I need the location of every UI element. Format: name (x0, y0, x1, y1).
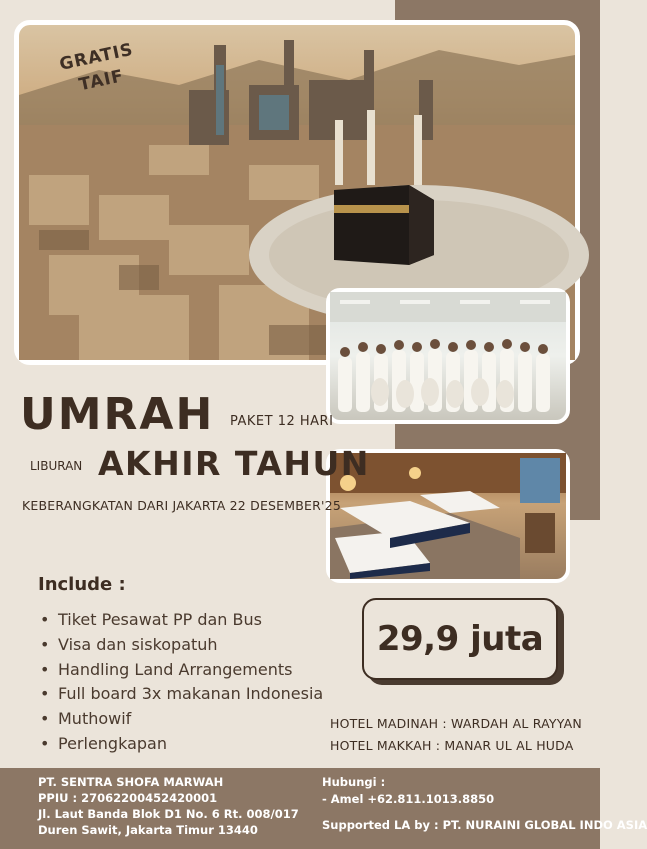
price-box: 29,9 juta (362, 598, 558, 680)
headline-package-duration: PAKET 12 HARI (230, 414, 334, 429)
hotel-makkah: HOTEL MAKKAH : MANAR UL AL HUDA (330, 738, 574, 753)
company-ppiu: PPIU : 27062200452420001 (38, 791, 218, 805)
include-list (40, 608, 323, 757)
include-item: • Tiket Pesawat PP dan Bus (40, 608, 323, 633)
company-name: PT. SENTRA SHOFA MARWAH (38, 775, 224, 789)
include-heading: Include : (38, 574, 126, 595)
contact-info (322, 774, 647, 834)
include-item: • Muthowif (40, 707, 323, 732)
pilgrims-group-illustration (330, 292, 566, 420)
include-item: • Visa dan siskopatuh (40, 633, 323, 658)
include-item: • Perlengkapan (40, 732, 323, 757)
departure-info: KEBERANGKATAN DARI JAKARTA 22 DESEMBER'25 (22, 498, 341, 513)
hotel-madinah: HOTEL MADINAH : WARDAH AL RAYYAN (330, 716, 582, 731)
include-item: • Full board 3x makanan Indonesia (40, 682, 323, 707)
free-taif-tag-line1: GRATIS (57, 39, 136, 75)
headline-year-end: AKHIR TAHUN (98, 444, 370, 483)
contact-heading: Hubungi : (322, 775, 386, 789)
headline-holiday: LIBURAN (30, 459, 83, 473)
pilgrims-group-photo (326, 288, 570, 424)
company-address-line2: Duren Sawit, Jakarta Timur 13440 (38, 823, 258, 837)
contact-phone: - Amel +62.811.1013.8850 (322, 792, 495, 806)
supported-by: Supported LA by : PT. NURAINI GLOBAL INDO ASIA (322, 818, 647, 832)
headline-umrah: UMRAH (20, 389, 215, 440)
free-taif-tag-line2: TAIF (77, 66, 126, 96)
company-info (38, 774, 299, 838)
company-address-line1: Jl. Laut Banda Blok D1 No. 6 Rt. 008/017 (38, 807, 299, 821)
include-item: • Handling Land Arrangements (40, 658, 323, 683)
